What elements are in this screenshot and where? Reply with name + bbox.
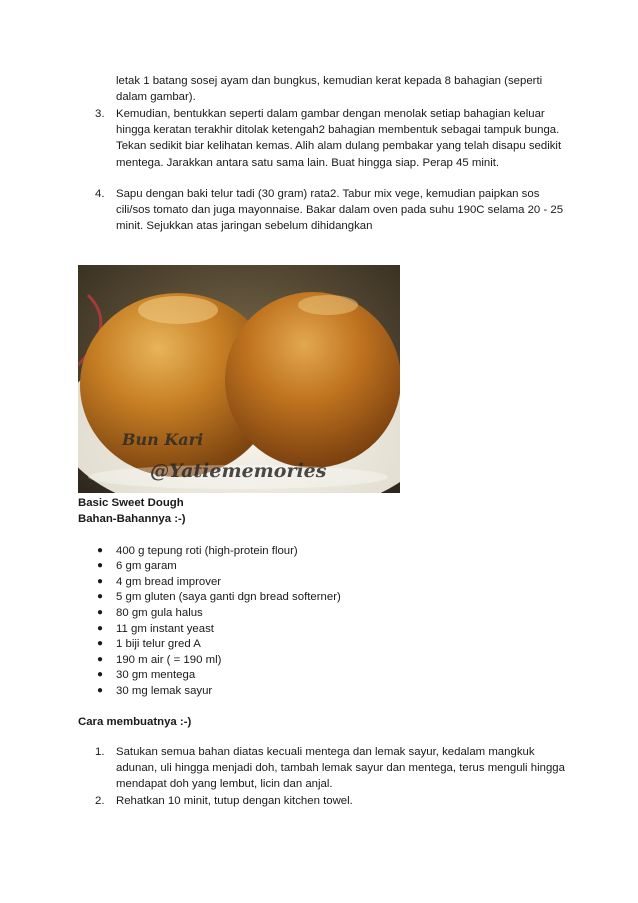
- ingredient-item: 30 gm mentega: [116, 669, 196, 681]
- ingredient-item: 400 g tepung roti (high-protein flour): [116, 545, 298, 557]
- bun-photo: [78, 265, 400, 493]
- bullet-icon: ●: [97, 685, 104, 696]
- bullet-icon: ●: [97, 638, 104, 649]
- ingredient-item: 190 m air ( = 190 ml): [116, 654, 222, 666]
- list-number: 3.: [95, 108, 105, 120]
- ingredient-item: 11 gm instant yeast: [116, 623, 214, 635]
- ingredient-item: 30 mg lemak sayur: [116, 685, 213, 697]
- ingredient-item: 4 gm bread improver: [116, 576, 222, 588]
- recipe-title: Basic Sweet Dough: [78, 497, 184, 509]
- bullet-icon: ●: [97, 623, 104, 634]
- ingredient-item: 80 gm gula halus: [116, 607, 203, 619]
- step-text: Satukan semua bahan diatas kecuali mentega dan lemak sayur, kedalam mangkuk adunan, uli hingga menjadi doh, tambah lemak sayur dan mentega, terus menguli hingga mendapat doh yang lembut, licin dan anjal.: [116, 746, 565, 791]
- list-item-text: Sapu dengan baki telur tadi (30 gram) rata2. Tabur mix vege, kemudian paipkan sos cili/sos tomato dan juga mayonnaise. Bakar dalam oven pada suhu 190C selama 20 - 25 minit. Sejukkan atas jaringan sebelum dihidangkan: [116, 188, 564, 233]
- bullet-icon: ●: [97, 591, 104, 602]
- bullet-icon: ●: [97, 545, 104, 556]
- photo-caption-1: Bun Kari: [122, 430, 204, 449]
- list-continuation-text: letak 1 batang sosej ayam dan bungkus, kemudian kerat kepada 8 bahagian (seperti dalam gambar).: [116, 75, 543, 104]
- step-number: 2.: [95, 795, 105, 807]
- ingredient-item: 1 biji telur gred A: [116, 638, 201, 650]
- bullet-icon: ●: [97, 560, 104, 571]
- method-heading: Cara membuatnya :-): [78, 716, 192, 728]
- step-number: 1.: [95, 746, 105, 758]
- list-item-text: Kemudian, bentukkan seperti dalam gambar dengan menolak setiap bahagian keluar hingga keratan terakhir ditolak ketengah2 bahagian membentuk sebagai tampuk bunga. Tekan sedikit biar kelihatan kemas. Alih alam dulang pembakar yang telah disapu sedikit mentega. Jarakkan antara satu sama lain. Buat hingga siap. Perap 45 minit.: [116, 108, 562, 169]
- ingredients-heading: Bahan-Bahannya :-): [78, 513, 186, 525]
- ingredient-item: 6 gm garam: [116, 560, 177, 572]
- bullet-icon: ●: [97, 669, 104, 680]
- bullet-icon: ●: [97, 607, 104, 618]
- bullet-icon: ●: [97, 576, 104, 587]
- bullet-icon: ●: [97, 654, 104, 665]
- step-text: Rehatkan 10 minit, tutup dengan kitchen towel.: [116, 795, 353, 807]
- ingredient-item: 5 gm gluten (saya ganti dgn bread softerner): [116, 591, 341, 603]
- photo-caption-2: @Yatiememories: [150, 460, 327, 482]
- list-number: 4.: [95, 188, 105, 200]
